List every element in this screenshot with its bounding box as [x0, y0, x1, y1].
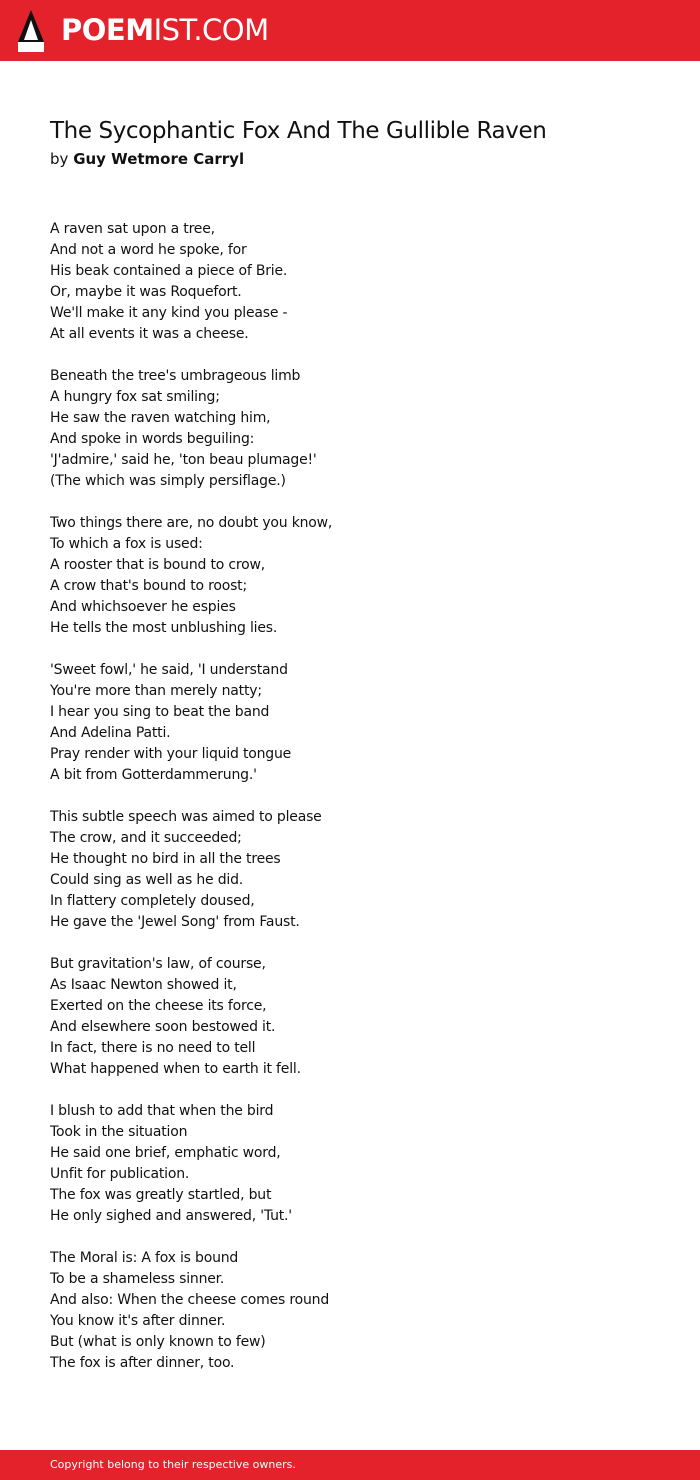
poem-line: At all events it was a cheese. [50, 326, 249, 342]
poem-line: You know it's after dinner. [50, 1313, 226, 1329]
poem-line: Beneath the tree's umbrageous limb [50, 368, 301, 384]
poem-line: And also: When the cheese comes round [50, 1292, 330, 1308]
poem-line: He saw the raven watching him, [50, 410, 271, 426]
poem-line: He tells the most unblushing lies. [50, 620, 278, 636]
poem-line: To be a shameless sinner. [50, 1271, 225, 1287]
poem-line: A crow that's bound to roost; [50, 578, 247, 594]
logo-light-text: IST.COM [153, 13, 269, 47]
site-footer [0, 1450, 700, 1480]
poem-line: You're more than merely natty; [50, 683, 262, 699]
poem-line: Could sing as well as he did. [50, 872, 244, 888]
poem-line: And Adelina Patti. [50, 725, 171, 741]
poem-line: He thought no bird in all the trees [50, 851, 281, 867]
poem-line: He said one brief, emphatic word, [50, 1145, 281, 1161]
poem-line: A rooster that is bound to crow, [50, 557, 265, 573]
poem-line: 'Sweet fowl,' he said, 'I understand [50, 662, 288, 678]
poem-line: Unfit for publication. [50, 1166, 190, 1182]
poem-line: We'll make it any kind you please - [50, 305, 288, 321]
poem-line: A raven sat upon a tree, [50, 221, 215, 237]
poem-line: But gravitation's law, of course, [50, 956, 266, 972]
poem-stanza [50, 954, 670, 1101]
site-header [0, 0, 700, 61]
pencil-logo-icon[interactable] [18, 10, 44, 52]
poem-line: He gave the 'Jewel Song' from Faust. [50, 914, 300, 930]
site-logo[interactable] [61, 12, 269, 48]
poem-line: And spoke in words beguiling: [50, 431, 255, 447]
poem-title: The Sycophantic Fox And The Gullible Raven [50, 118, 547, 144]
poem-line: And whichsoever he espies [50, 599, 236, 615]
poem-line: In fact, there is no need to tell [50, 1040, 256, 1056]
poem-line: The Moral is: A fox is bound [50, 1250, 239, 1266]
poem-line: I blush to add that when the bird [50, 1103, 274, 1119]
logo-strong-text: POEM [61, 13, 154, 47]
poem-stanza [50, 513, 670, 660]
poem-line: And elsewhere soon bestowed it. [50, 1019, 276, 1035]
poem-line: Exerted on the cheese its force, [50, 998, 267, 1014]
poem-stanza [50, 660, 670, 807]
poem-line: The crow, and it succeeded; [50, 830, 242, 846]
poem-body [50, 219, 670, 1395]
poem-stanza [50, 366, 670, 513]
poem-line: Took in the situation [50, 1124, 188, 1140]
poem-stanza [50, 807, 670, 954]
copyright-notice: Copyright belong to their respective owners. [50, 1458, 296, 1471]
poem-line: Two things there are, no doubt you know, [50, 515, 333, 531]
poem-stanza [50, 219, 670, 366]
poem-line: He only sighed and answered, 'Tut.' [50, 1208, 292, 1224]
poem-line: 'J'admire,' said he, 'ton beau plumage!' [50, 452, 317, 468]
poem-line: A bit from Gotterdammerung.' [50, 767, 257, 783]
poem-line: A hungry fox sat smiling; [50, 389, 220, 405]
poem-line: The fox is after dinner, too. [50, 1355, 235, 1371]
by-label: by [50, 150, 69, 168]
poem-line: The fox was greatly startled, but [50, 1187, 272, 1203]
poem-line: In flattery completely doused, [50, 893, 255, 909]
poem-stanza [50, 1101, 670, 1248]
poem-line: And not a word he spoke, for [50, 242, 247, 258]
poem-line: (The which was simply persiflage.) [50, 473, 286, 489]
poem-line: To which a fox is used: [50, 536, 203, 552]
poem-line: His beak contained a piece of Brie. [50, 263, 288, 279]
poem-line: Or, maybe it was Roquefort. [50, 284, 242, 300]
poem-stanza [50, 1248, 670, 1395]
poem-line: Pray render with your liquid tongue [50, 746, 292, 762]
poem-line: What happened when to earth it fell. [50, 1061, 301, 1077]
poem-line: I hear you sing to beat the band [50, 704, 270, 720]
poem-line: But (what is only known to few) [50, 1334, 266, 1350]
poem-line: As Isaac Newton showed it, [50, 977, 237, 993]
poem-author: Guy Wetmore Carryl [73, 150, 245, 168]
poem-line: This subtle speech was aimed to please [50, 809, 322, 825]
poem-byline [50, 149, 244, 169]
